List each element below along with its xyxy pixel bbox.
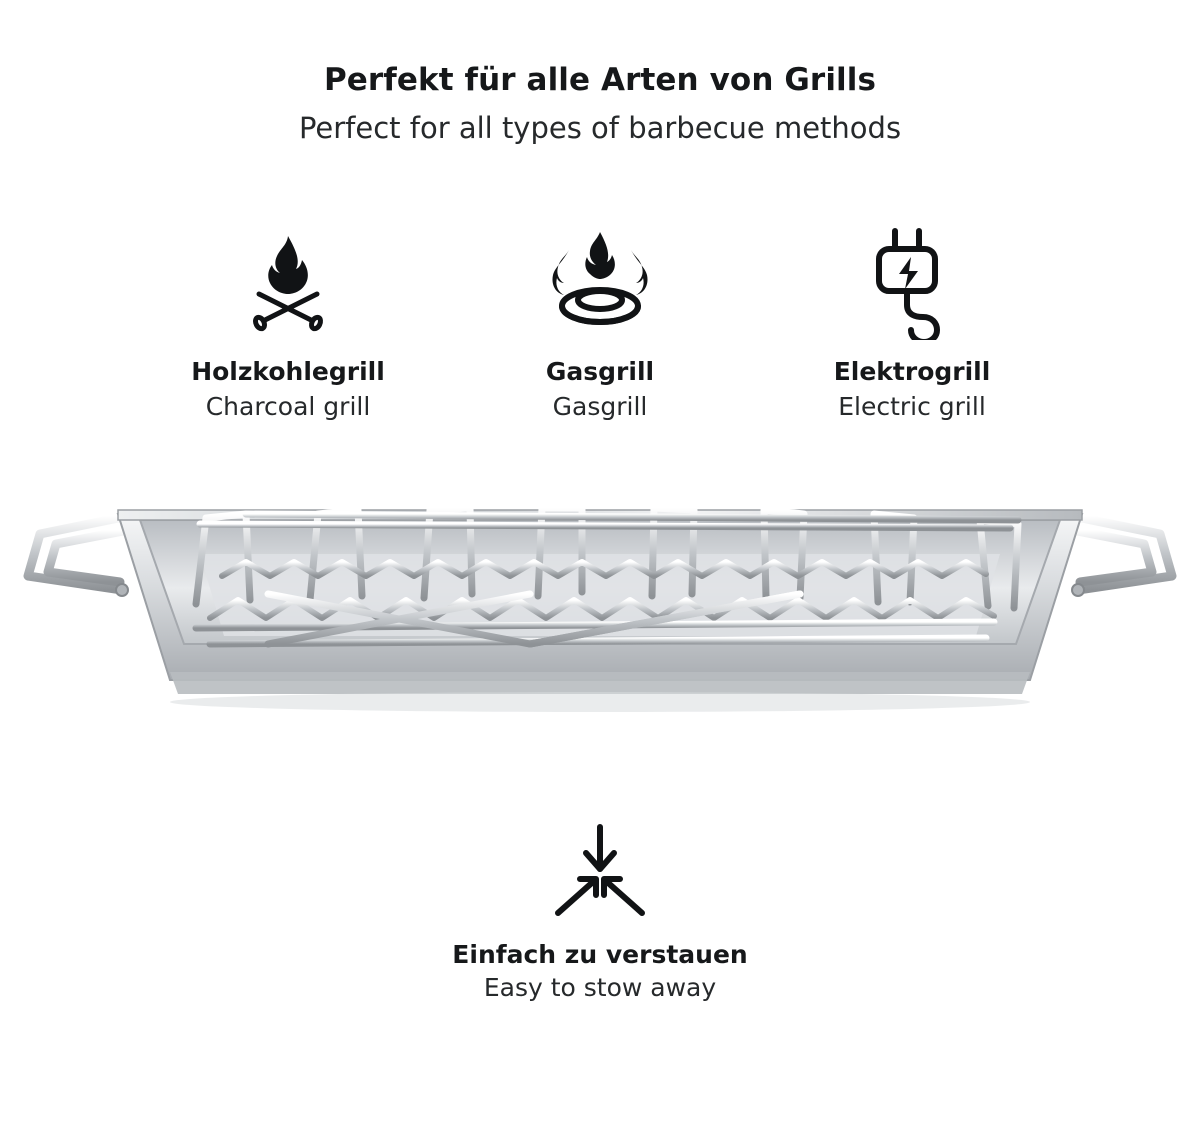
- feature-item-charcoal: [132, 218, 444, 423]
- feature-list: [0, 218, 1200, 423]
- feature-item-gas: [444, 218, 756, 423]
- product-shadow: [170, 692, 1030, 712]
- product-image: [0, 458, 1200, 788]
- handle-left: [28, 516, 128, 590]
- campfire-icon: [132, 218, 444, 348]
- collapse-arrows-icon: [0, 814, 1200, 934]
- feature-subtitle: Gasgrill: [552, 392, 648, 422]
- feature-title: Holzkohlegrill: [191, 356, 385, 386]
- feature-title: Gasgrill: [545, 356, 655, 386]
- rivet-left: [116, 584, 128, 596]
- header: [0, 0, 1200, 146]
- feature-title: Einfach zu verstauen: [452, 940, 748, 970]
- rivet-right: [1072, 584, 1084, 596]
- page-title: Perfekt für alle Arten von Grills: [323, 62, 877, 98]
- electric-plug-icon: [756, 218, 1068, 348]
- feature-subtitle: Electric grill: [838, 392, 986, 422]
- gas-burner-flame-icon: [444, 218, 756, 348]
- feature-item-electric: [756, 218, 1068, 423]
- feature-subtitle: Easy to stow away: [483, 973, 717, 1003]
- feature-item-storage: [0, 814, 1200, 1002]
- handle-right: [1072, 516, 1172, 590]
- feature-title: Elektrogrill: [833, 356, 991, 386]
- feature-subtitle: Charcoal grill: [205, 392, 371, 422]
- page-subtitle: Perfect for all types of barbecue methods: [298, 111, 902, 146]
